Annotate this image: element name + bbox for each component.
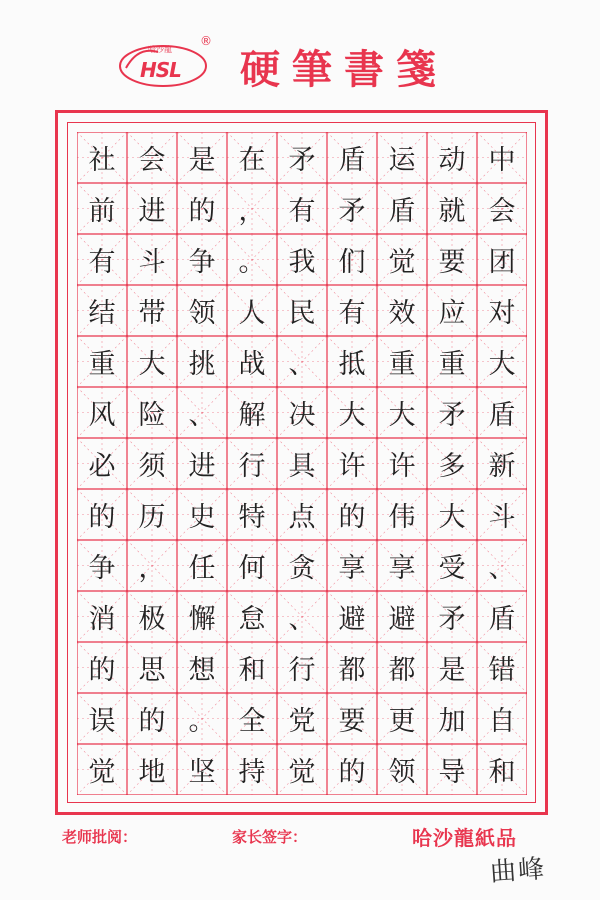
grid-character: 会	[138, 145, 166, 176]
grid-character: 地	[138, 757, 166, 788]
grid-character: 须	[138, 451, 166, 482]
grid-character: 是	[438, 655, 466, 686]
grid-character: 盾	[488, 400, 516, 431]
grid-character: ，	[238, 196, 266, 227]
grid-character: 领	[388, 757, 416, 788]
teacher-review-label: 老师批阅：	[62, 828, 138, 846]
grid-character: 重	[88, 349, 116, 380]
grid-character: 思	[138, 655, 166, 686]
grid-character: 大	[488, 349, 516, 380]
grid-character: 领	[188, 298, 216, 329]
grid-character: 盾	[388, 196, 416, 227]
grid-character: 行	[238, 451, 266, 482]
grid-character: 有	[338, 298, 366, 329]
grid-character: 具	[288, 451, 316, 482]
grid-character: 的	[338, 502, 366, 533]
grid-character: 重	[388, 349, 416, 380]
grid-character: 的	[188, 196, 216, 227]
grid-character: 中	[488, 145, 516, 176]
grid-character: 觉	[388, 247, 416, 278]
grid-character: 懈	[188, 604, 216, 635]
grid-character: 决	[288, 400, 316, 431]
grid-character: 解	[238, 400, 266, 431]
grid-character: 对	[488, 298, 516, 329]
grid-character: 挑	[188, 349, 216, 380]
grid-character: 怠	[238, 604, 266, 635]
grid-character: 消	[88, 604, 116, 635]
grid-character: 更	[388, 706, 416, 737]
grid-character: 自	[488, 706, 516, 737]
grid-character: 党	[288, 706, 316, 737]
grid-character: 大	[338, 400, 366, 431]
grid-character: 应	[438, 298, 466, 329]
brand-name: 哈沙龍紙品	[412, 826, 517, 850]
grid-character: 就	[438, 196, 466, 227]
grid-character: 有	[288, 196, 316, 227]
grid-character: 误	[88, 706, 116, 737]
page-title: 硬筆書箋	[240, 46, 448, 93]
grid-character: 史	[188, 502, 216, 533]
registered-mark: ®	[200, 34, 212, 48]
grid-character: 带	[138, 298, 166, 329]
grid-character: 何	[238, 553, 266, 584]
grid-character: 大	[138, 349, 166, 380]
grid-character: 民	[288, 298, 316, 329]
grid-character: 贪	[288, 553, 316, 584]
grid-character: 险	[138, 400, 166, 431]
grid-character: 任	[188, 553, 216, 584]
brand-logo	[118, 38, 208, 90]
grid-character: 许	[338, 451, 366, 482]
grid-character: 觉	[88, 757, 116, 788]
grid-character: 多	[438, 451, 466, 482]
grid-character: 是	[188, 145, 216, 176]
grid-character: 历	[138, 502, 166, 533]
grid-character: 伟	[388, 502, 416, 533]
logo-text: HSL	[140, 58, 181, 82]
grid-character: 风	[88, 400, 116, 431]
grid-character: 大	[438, 502, 466, 533]
grid-character: 许	[388, 451, 416, 482]
grid-character: 、	[488, 553, 516, 584]
grid-character: 加	[438, 706, 466, 737]
grid-character: 都	[338, 655, 366, 686]
grid-character: 持	[238, 757, 266, 788]
grid-character: 想	[188, 655, 216, 686]
header	[0, 28, 600, 98]
grid-character: 社	[88, 145, 116, 176]
grid-character: 斗	[138, 247, 166, 278]
grid-character: 点	[288, 502, 316, 533]
grid-character: 会	[488, 196, 516, 227]
parent-signature-label: 家长签字：	[232, 828, 308, 846]
grid-character: 享	[388, 553, 416, 584]
grid-character: 避	[338, 604, 366, 635]
grid-character: 重	[438, 349, 466, 380]
grid-character: 、	[188, 400, 216, 431]
grid-character: 斗	[488, 502, 516, 533]
grid-character: 坚	[188, 757, 216, 788]
grid-character: 矛	[338, 196, 366, 227]
grid-character: 全	[238, 706, 266, 737]
grid-character: 矛	[438, 604, 466, 635]
grid-character: 的	[88, 655, 116, 686]
grid-character: 新	[488, 451, 516, 482]
grid-character: 争	[188, 247, 216, 278]
grid-character: 们	[338, 247, 366, 278]
grid-character: 盾	[338, 145, 366, 176]
grid-character: 导	[438, 757, 466, 788]
grid-character: 的	[138, 706, 166, 737]
grid-character: 有	[88, 247, 116, 278]
grid-character: 必	[88, 451, 116, 482]
grid-character: 觉	[288, 757, 316, 788]
grid-character: 战	[238, 349, 266, 380]
grid-character: 。	[188, 706, 216, 737]
grid-character: 错	[488, 655, 516, 686]
grid-character: 要	[438, 247, 466, 278]
grid-character: 和	[238, 655, 266, 686]
grid-character: 大	[388, 400, 416, 431]
logo-small-text: 哈沙龍	[148, 45, 172, 54]
grid-character: 的	[88, 502, 116, 533]
grid-character: 前	[88, 196, 116, 227]
grid-character: 。	[238, 247, 266, 278]
grid-character: 我	[288, 247, 316, 278]
handwritten-text	[77, 132, 527, 795]
grid-character: 抵	[338, 349, 366, 380]
grid-character: 享	[338, 553, 366, 584]
grid-character: 的	[338, 757, 366, 788]
grid-character: 团	[488, 247, 516, 278]
grid-character: 、	[288, 349, 316, 380]
grid-character: 行	[288, 655, 316, 686]
grid-character: 极	[138, 604, 166, 635]
grid-character: 矛	[288, 145, 316, 176]
grid-character: 特	[238, 502, 266, 533]
handwritten-signature: 曲峰	[489, 854, 548, 888]
grid-character: 都	[388, 655, 416, 686]
grid-character: 运	[388, 145, 416, 176]
grid-character: 矛	[438, 400, 466, 431]
grid-character: 人	[238, 298, 266, 329]
grid-character: 避	[388, 604, 416, 635]
grid-character: 动	[438, 145, 466, 176]
grid-character: 效	[388, 298, 416, 329]
grid-character: 盾	[488, 604, 516, 635]
grid-character: ，	[138, 553, 166, 584]
grid-character: 、	[288, 604, 316, 635]
grid-character: 进	[138, 196, 166, 227]
grid-character: 结	[88, 298, 116, 329]
grid-character: 和	[488, 757, 516, 788]
grid-character: 争	[88, 553, 116, 584]
grid-character: 受	[438, 553, 466, 584]
grid-character: 要	[338, 706, 366, 737]
grid-character: 进	[188, 451, 216, 482]
grid-character: 在	[238, 145, 266, 176]
